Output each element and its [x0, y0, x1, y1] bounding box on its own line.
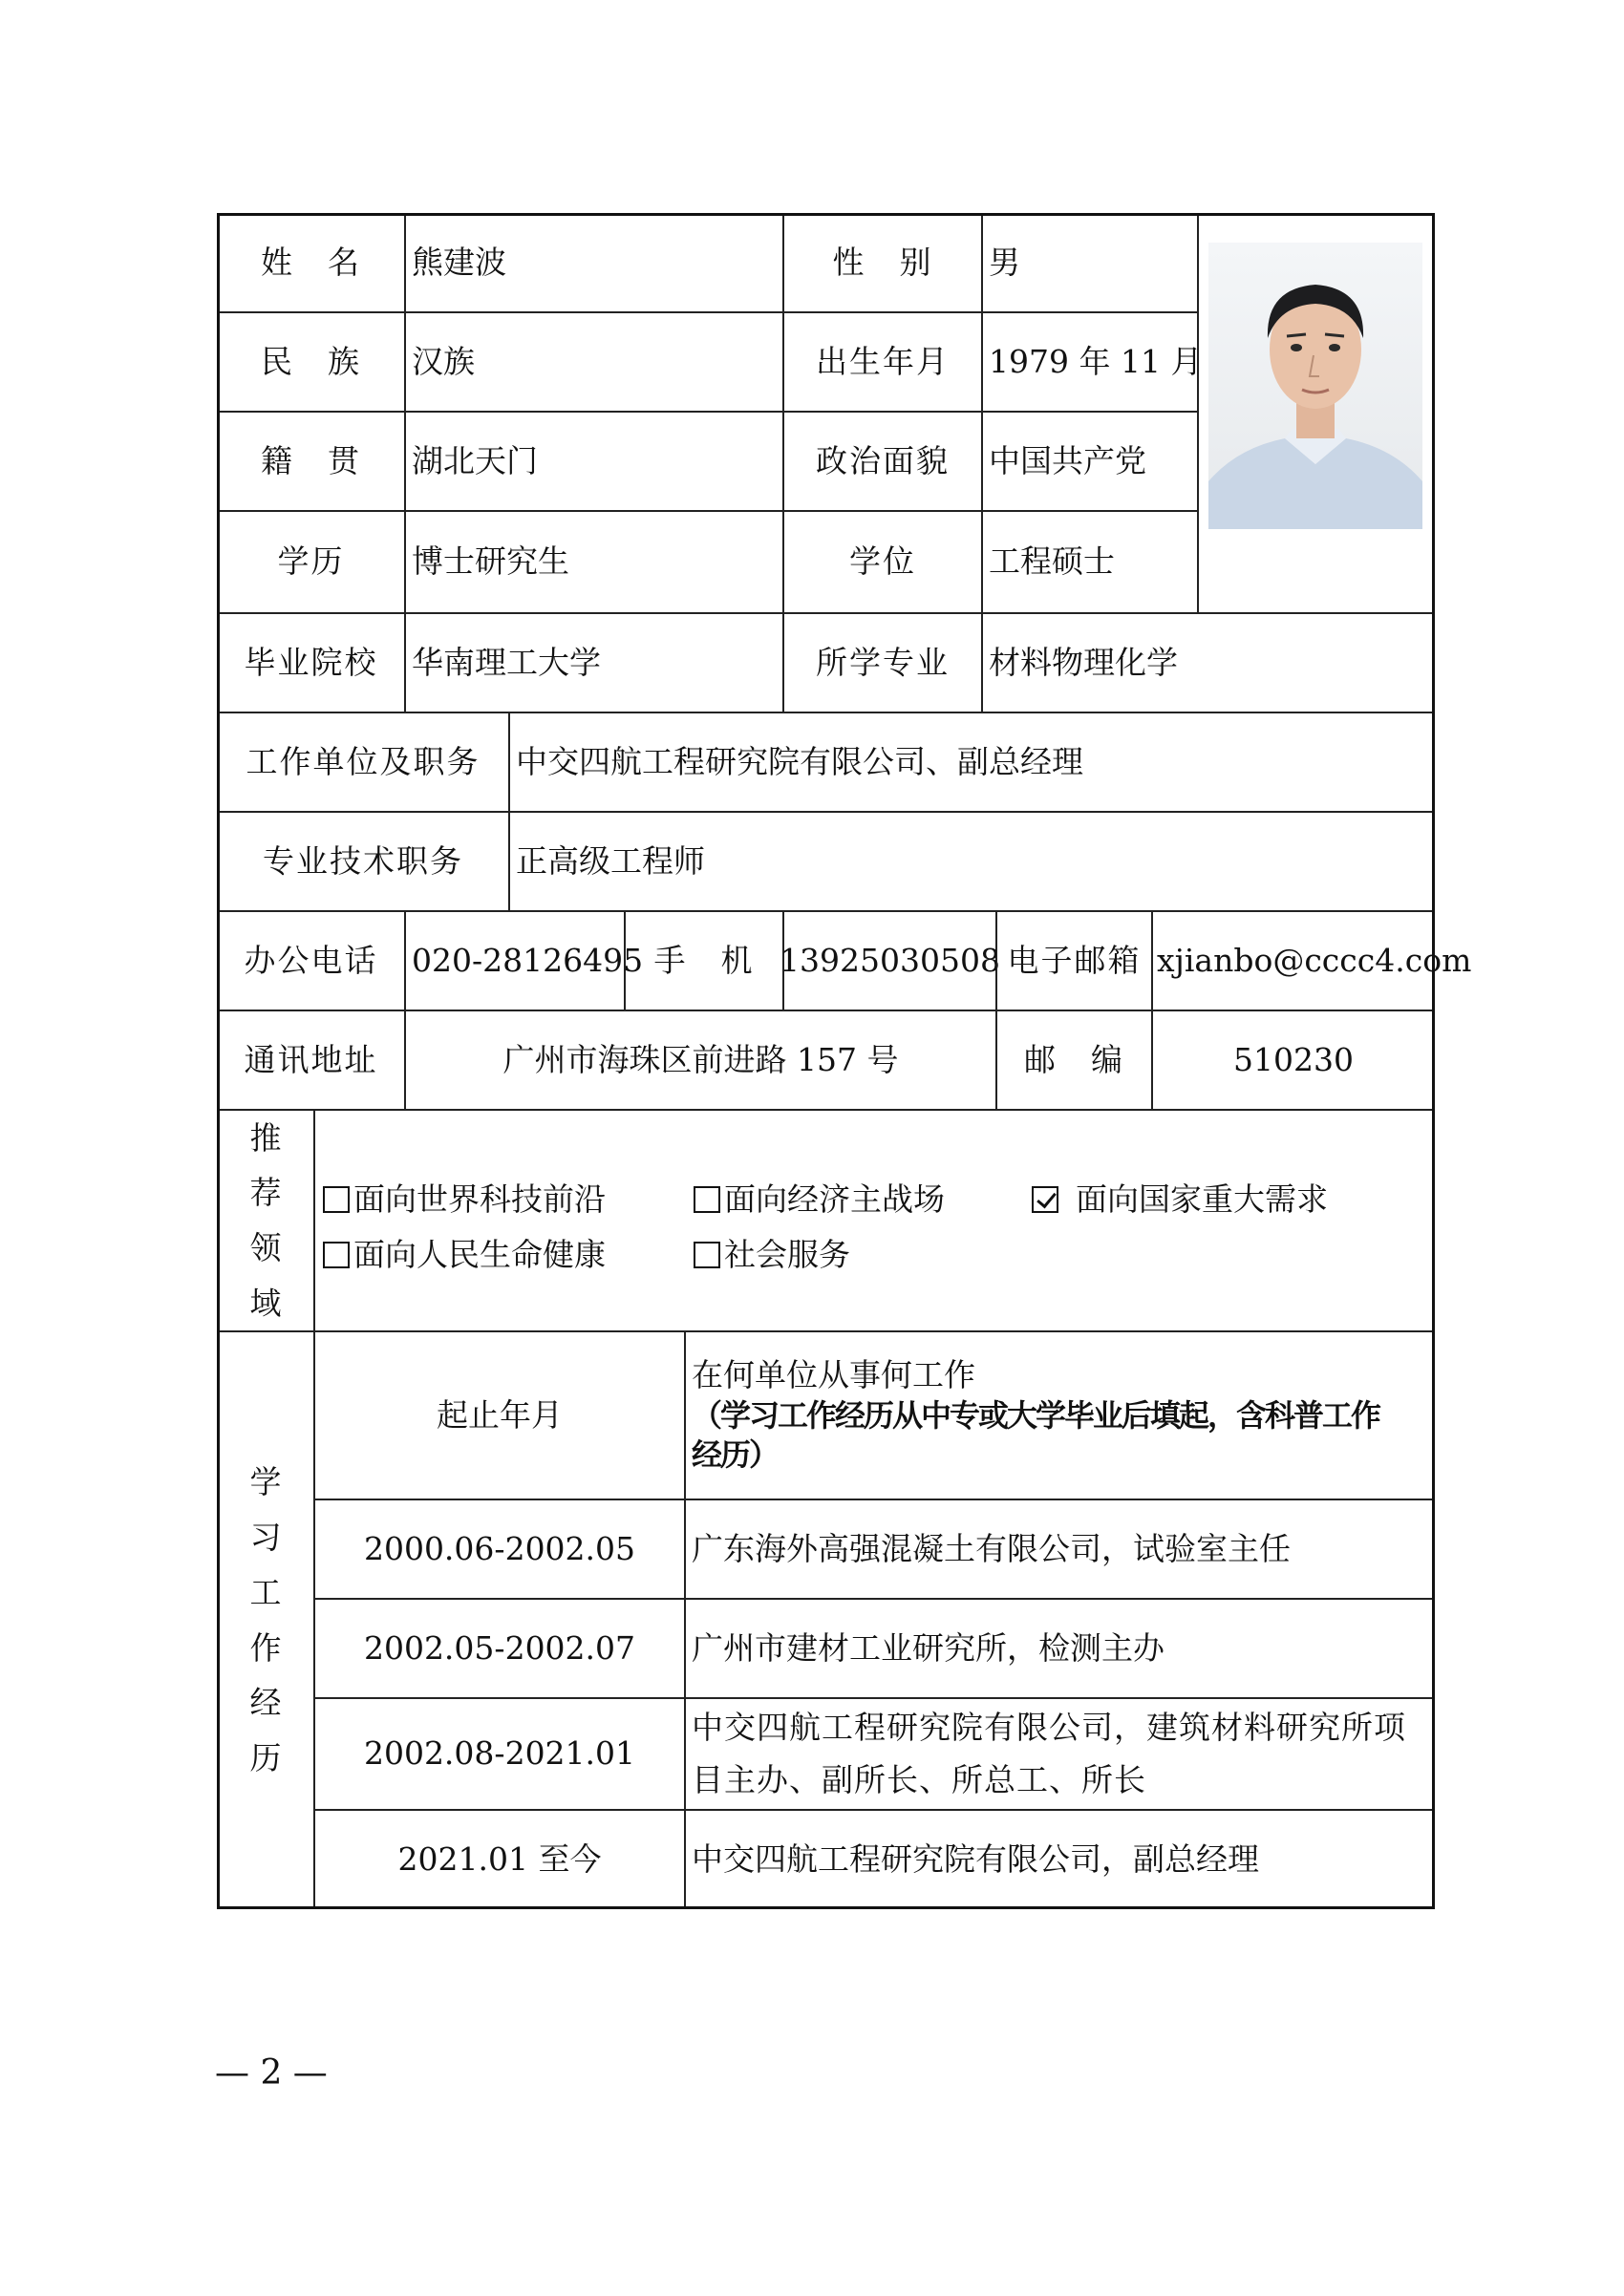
- political-label: 政治面貌: [783, 412, 982, 511]
- major-value: 材料物理化学: [982, 613, 1435, 712]
- name-value: 熊建波: [405, 213, 783, 312]
- native-place-label: 籍 贯: [217, 412, 405, 511]
- education-value: 博士研究生: [405, 511, 783, 613]
- option-social-service[interactable]: 社会服务: [694, 1235, 850, 1276]
- page-number: — 2 —: [215, 2053, 328, 2093]
- work-unit-label: 工作单位及职务: [217, 712, 509, 812]
- recommend-domain-label: 推 荐 领 域: [217, 1110, 314, 1331]
- history-row-3-period: 2002.08-2021.01: [314, 1698, 685, 1810]
- gender-label: 性 别: [783, 213, 982, 312]
- history-label: 学 习 工 作 经 历: [217, 1331, 314, 1909]
- work-unit-value: 中交四航工程研究院有限公司、副总经理: [509, 712, 1435, 812]
- checkbox-health[interactable]: [323, 1242, 350, 1268]
- ethnicity-label: 民 族: [217, 312, 405, 412]
- history-period-header: 起止年月: [314, 1331, 685, 1499]
- history-work-header: 在何单位从事何工作 （学习工作经历从中专或大学毕业后填起，含科普工作 经历）: [685, 1331, 1435, 1499]
- checkbox-social-service[interactable]: [694, 1242, 720, 1268]
- history-row-3-work: 中交四航工程研究院有限公司，建筑材料研究所项目主办、副所长、所总工、所长: [685, 1698, 1435, 1810]
- address-value: 广州市海珠区前进路 157 号: [405, 1010, 996, 1110]
- tech-title-value: 正高级工程师: [509, 812, 1435, 911]
- major-label: 所学专业: [783, 613, 982, 712]
- ethnicity-value: 汉族: [405, 312, 783, 412]
- native-place-value: 湖北天门: [405, 412, 783, 511]
- option-world-frontier[interactable]: 面向世界科技前沿: [323, 1180, 606, 1221]
- history-row-1-period: 2000.06-2002.05: [314, 1499, 685, 1599]
- school-label: 毕业院校: [217, 613, 405, 712]
- political-value: 中国共产党: [982, 412, 1198, 511]
- degree-value: 工程硕士: [982, 511, 1198, 613]
- tech-title-label: 专业技术职务: [217, 812, 509, 911]
- address-label: 通讯地址: [217, 1010, 405, 1110]
- mobile-label: 手 机: [625, 911, 783, 1010]
- zip-label: 邮 编: [996, 1010, 1152, 1110]
- application-form: [217, 213, 1472, 1909]
- gender-value: 男: [982, 213, 1198, 312]
- history-row-1-work: 广东海外高强混凝土有限公司，试验室主任: [685, 1499, 1435, 1599]
- history-row-2-work: 广州市建材工业研究所，检测主办: [685, 1599, 1435, 1698]
- office-phone-value: 020-28126495: [405, 911, 625, 1010]
- school-value: 华南理工大学: [405, 613, 783, 712]
- checkbox-world-frontier[interactable]: [323, 1186, 350, 1213]
- email-value: xjianbo@cccc4.com: [1152, 911, 1435, 1010]
- history-row-4-period: 2021.01 至今: [314, 1810, 685, 1909]
- zip-value: 510230: [1152, 1010, 1435, 1110]
- email-label: 电子邮箱: [996, 911, 1152, 1010]
- mobile-value: 13925030508: [783, 911, 996, 1010]
- checkbox-economy[interactable]: [694, 1186, 720, 1213]
- birth-label: 出生年月: [783, 312, 982, 412]
- office-phone-label: 办公电话: [217, 911, 405, 1010]
- option-health[interactable]: 面向人民生命健康: [323, 1235, 606, 1276]
- option-national-needs[interactable]: 面向国家重大需求: [1032, 1180, 1328, 1221]
- education-label: 学历: [217, 511, 405, 613]
- history-row-2-period: 2002.05-2002.07: [314, 1599, 685, 1698]
- photo-cell: [1198, 213, 1435, 613]
- option-economy[interactable]: 面向经济主战场: [694, 1180, 945, 1221]
- birth-value: 1979 年 11 月: [982, 312, 1198, 412]
- history-row-4-work: 中交四航工程研究院有限公司，副总经理: [685, 1810, 1435, 1909]
- checkbox-national-needs-checked[interactable]: [1032, 1186, 1058, 1213]
- portrait-photo: [1208, 243, 1422, 529]
- name-label: 姓 名: [217, 213, 405, 312]
- degree-label: 学位: [783, 511, 982, 613]
- recommend-domain-options: [314, 1110, 1435, 1331]
